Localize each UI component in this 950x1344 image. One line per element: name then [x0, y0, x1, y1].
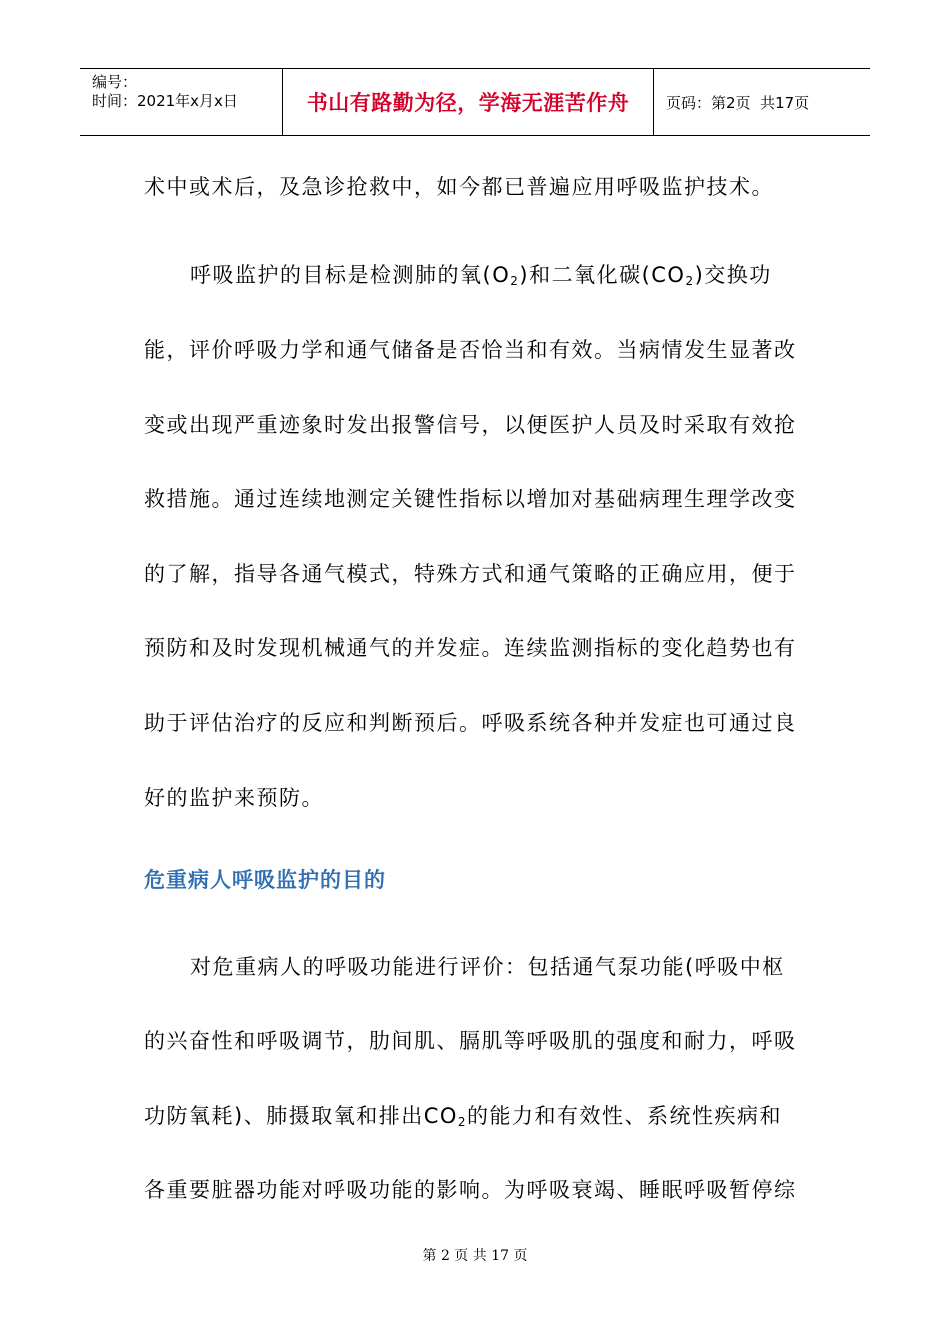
paragraph-line: 好的监护来预防。 [144, 786, 324, 810]
header-page-info [654, 69, 870, 135]
page-info-text: 页码：第2页 共17页 [666, 93, 810, 112]
motto-text: 书山有路勤为径，学海无涯苦作舟 [306, 91, 630, 115]
paragraph-line: 的兴奋性和呼吸调节，肋间肌、膈肌等呼吸肌的强度和耐力，呼吸 [144, 1029, 797, 1053]
header-meta [80, 69, 282, 135]
paragraph-line: 能，评价呼吸力学和通气储备是否恰当和有效。当病情发生显著改 [144, 338, 797, 362]
document-header [80, 68, 870, 136]
paragraph-line: 呼吸监护的目标是检测肺的氧$(O_2)$和二氧化碳$(CO_2)$交换功 [190, 263, 772, 288]
page-footer: 第 2 页 共 17 页 [422, 1248, 528, 1264]
paragraph-line: 助于评估治疗的反应和判断预后。呼吸系统各种并发症也可通过良 [144, 711, 797, 735]
section-heading: 危重病人呼吸监护的目的 [144, 868, 386, 892]
paragraph-line: 对危重病人的呼吸功能进行评价：包括通气泵功能(呼吸中枢 [190, 955, 785, 979]
document-date: 时间：2021年x月x日 [92, 92, 238, 110]
paragraph-line: 救措施。通过连续地测定关键性指标以增加对基础病理生理学改变 [144, 487, 797, 511]
paragraph-line: 预防和及时发现机械通气的并发症。连续监测指标的变化趋势也有 [144, 636, 797, 660]
paragraph-line: 功防氧耗)、肺摄取氧和排出$CO_2$的能力和有效性、系统性疾病和 [144, 1104, 783, 1129]
paragraph-line: 变或出现严重迹象时发出报警信号，以便医护人员及时采取有效抢 [144, 413, 797, 437]
paragraph-line: 的了解，指导各通气模式，特殊方式和通气策略的正确应用，便于 [144, 562, 797, 586]
document-number-label: 编号： [92, 73, 138, 91]
paragraph-line: 术中或术后，及急诊抢救中，如今都已普遍应用呼吸监护技术。 [144, 175, 774, 199]
paragraph-line: 各重要脏器功能对呼吸功能的影响。为呼吸衰竭、睡眠呼吸暂停综 [144, 1178, 797, 1202]
header-motto [282, 69, 654, 135]
